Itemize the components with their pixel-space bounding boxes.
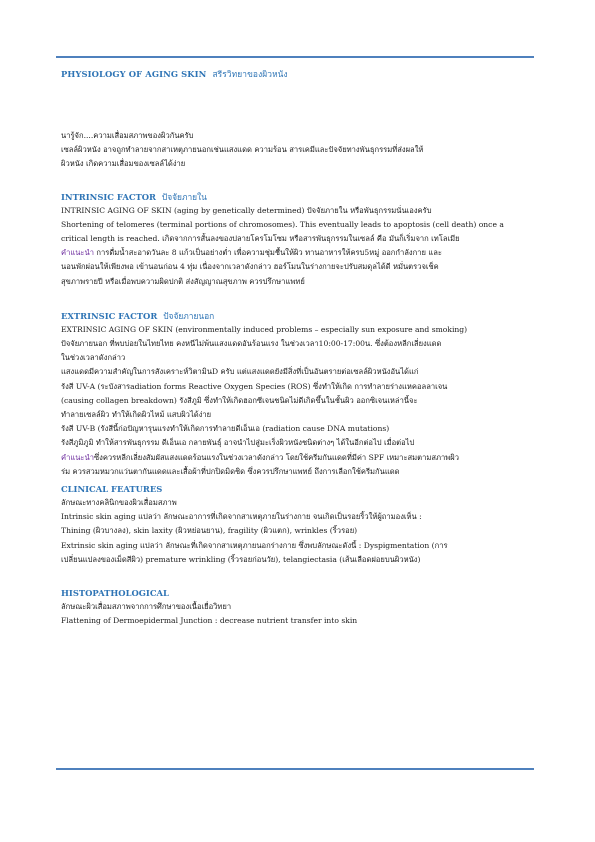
histopathological-line: Flattening of Dermoepidermal Junction : decrease nutrient transfer into skin [61, 616, 358, 626]
clinical-line: Thining (ผิวบางลง), skin laxity (ผิวหย่อนยาน), fragility (ผิวแตก), wrinkles (ริ้วรอย) [61, 526, 358, 536]
advice-line: สุขภาพรายปี หรือเมื่อพบความผิดปกติ ส่งสัญญาณสุขภาพ ควรปรึกษาแพทย์ [61, 276, 305, 286]
intrinsic-line: INTRINSIC AGING OF SKIN (aging by genetically determined) ปัจจัยภายใน หรือพันธุกรรมนั่นเองครับ [61, 205, 432, 215]
histopathological-line: ลักษณะผิวเสื่อมสภาพจากการศึกษาของเนื้อเยื่อวิทยา [61, 602, 232, 612]
intrinsic-heading-thai: ปัจจัยภายใน [161, 191, 207, 202]
footer-rule [56, 768, 534, 770]
clinical-line: Extrinsic skin aging แปลว่า ลักษณะที่เกิดจากสาเหตุภายนอกร่างกาย ซึ่งพบลักษณะดังนี้ : Dyspigmentation (การ [61, 540, 448, 550]
histopathological-heading: HISTOPATHOLOGICAL [61, 588, 169, 599]
document-title [61, 68, 531, 80]
extrinsic-line: ทำลายเซลล์ผิว ทำให้เกิดผิวไหม้ แสบผิวได้ง่าย [61, 410, 212, 420]
header-rule [56, 56, 534, 58]
intro-line: นารู้จัก....ความเสื่อมสภาพของผิวกันครับ [61, 131, 194, 140]
intro-line: เซลล์ผิวหนัง อาจถูกทำลายจากสาเหตุภายนอกเช่นแสงแดด ความร้อน สารเคมีและปัจจัยทางพันธุกรรมที่ส่งผลให้ [61, 145, 424, 155]
intrinsic-line: critical length is reached. เกิดจากการสั้นลงของปลายโครโมโซม หรือสารพันธุกรรมในเซลล์ คือ มันก็เริ่มจาก เทโลเมีย [61, 234, 460, 244]
extrinsic-line: รังสี UV-B (รังสีนี้ก่อปัญหารุนแรงทำให้เกิดการทำลายดีเอ็นเอ (radiation cause DNA mutations) [61, 424, 390, 434]
intro-section [61, 129, 531, 172]
advice-line [61, 246, 531, 260]
extrinsic-heading-english: EXTRINSIC FACTOR [61, 310, 158, 321]
extrinsic-heading-thai: ปัจจัยภายนอก [163, 310, 215, 321]
clinical-heading: CLINICAL FEATURES [61, 484, 163, 495]
advice-text: การดื่มน้ำสะอาดวันละ 8 แก้วเป็นอย่างต่ำ เพื่อความชุ่มชื้นให้ผิว ทานอาหารให้ครบ5หมู่ ออกกำลังกาย และ [93, 248, 442, 258]
advice-line: นอนพักผ่อนให้เพียงพอ เข้านอนก่อน 4 ทุ่ม เนื่องจากเวลาดังกล่าว ฮอร์โมนในร่างกายจะปรับสมดุลได้ดี หมั่นตรวจเช็ค [61, 262, 439, 272]
title-english: PHYSIOLOGY OF AGING SKIN [61, 69, 207, 79]
extrinsic-section [61, 310, 531, 479]
document-body [61, 64, 531, 628]
intrinsic-line: Shortening of telomeres (terminal portions of chromosomes). This eventually leads to apoptosis (cell death) once a [61, 219, 504, 229]
extrinsic-line: รังสี UV-A (ระบังสารadiation forms Reactive Oxygen Species (ROS) ซึ่งทำให้เกิด การทำลายร่างแหคอลลาเจน [61, 381, 448, 391]
intrinsic-section [61, 191, 531, 289]
clinical-line: Intrinsic skin aging แปลว่า ลักษณะอาการที่เกิดจากสาเหตุภายในร่างกาย จนเกิดเป็นรอยริ้วให้ผู้ถามองเห็น : [61, 512, 422, 522]
extrinsic-line: รังสีภูมิภูมิ ทำให้สารพันธุกรรม ดีเอ็นเอ กลายพันธุ์ อาจนำไปสู่มะเร็งผิวหนังชนิดต่างๆ ได้ในอีกต่อไป เมื่อต่อไป [61, 438, 415, 448]
extrinsic-line [61, 451, 531, 465]
extrinsic-line: แสงแดดมีความสำคัญในการสังเคราะห์วิตามินD ครับ แต่แสงแดดยังมีสิ่งที่เป็นอันตรายต่อเซลล์ผิวหนังอันได้แก่ [61, 367, 419, 377]
intrinsic-heading [61, 191, 531, 204]
extrinsic-heading [61, 310, 531, 323]
extrinsic-line: EXTRINSIC AGING OF SKIN (environmentally induced problems – especially sun exposure and smoking) [61, 324, 468, 334]
title-thai: สรีรวิทยาของผิวหนัง [212, 69, 288, 79]
extrinsic-line: ในช่วงเวลาดังกล่าว [61, 353, 126, 363]
clinical-line: เปลี่ยนแปลงของเม็ดสีผิว) premature wrinkling (ริ้วรอยก่อนวัย), telangiectasia (เส้นเลือดฝอยบนผิวหนัง) [61, 554, 421, 564]
advice-label: คำแนะนำ [61, 452, 94, 462]
intrinsic-heading-english: INTRINSIC FACTOR [61, 191, 156, 202]
extrinsic-advice-text: ซึ่งควรหลีกเลี่ยงสัมผัสแสงแดดร้อนแรงในช่วงเวลาดังกล่าว โดยใช้ครีมกันแดดที่มีค่า SPF เหมาะสมตามสภาพผิว [93, 452, 459, 462]
advice-label: คำแนะนำ [61, 248, 94, 258]
intro-line: ผิวหนัง เกิดความเสื่อมของเซลล์ได้ง่าย [61, 159, 186, 169]
extrinsic-line: (causing collagen breakdown) รังสีภูมิ ซึ่งทำให้เกิดฮอกซีเจนชนิดไม่ดีเกิดขึ้นในชั้นผิว ออกซิเจนเหล่านี้จะ [61, 395, 418, 405]
extrinsic-line: ปัจจัยภายนอก ที่พบบ่อยในไทยไทย คงหนีไม่พ้นแสงแดดอันร้อนแรง ในช่วงเวลา10:00-17:00น. ซึ่งต้องหลีกเลี่ยงแดด [61, 339, 442, 349]
clinical-line: ลักษณะทางคลินิกของผิวเสื่อมสภาพ [61, 498, 177, 508]
extrinsic-line: ร่ม ควรสวมหมวกแว่นตากันแดดและเสื้อผ้าที่ปกปิดมิดชิด ซึ่งควรปรึกษาแพทย์ ถึงการเลือกใช้ครีมกันแดด [61, 466, 400, 476]
clinical-section [61, 483, 531, 567]
histopathological-section [61, 587, 531, 628]
